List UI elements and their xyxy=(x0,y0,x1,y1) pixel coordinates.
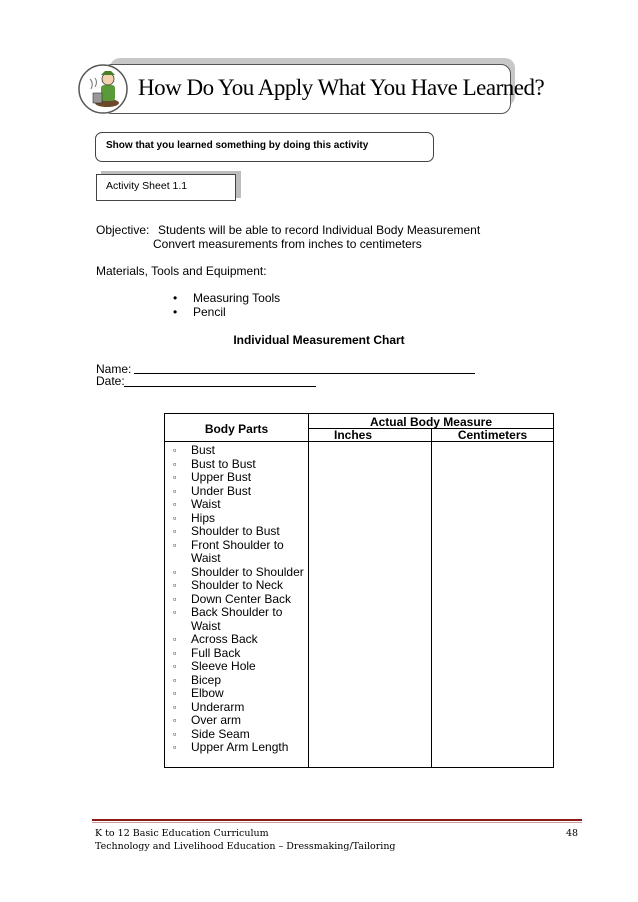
body-part-label: Hips xyxy=(191,510,216,525)
body-part-label: Bust xyxy=(191,443,216,457)
body-part-row xyxy=(173,660,304,674)
mascot-icon xyxy=(77,63,133,115)
objective-line-2: Convert measurements from inches to centimeters xyxy=(153,237,422,251)
square-bullet-icon: ▫ xyxy=(173,742,177,752)
body-part-row xyxy=(173,701,304,715)
body-part-row xyxy=(173,444,304,458)
header-centimeters: Centimeters xyxy=(457,428,528,442)
square-bullet-icon: ▫ xyxy=(173,647,177,658)
materials-item: Pencil xyxy=(193,305,226,319)
body-part-label: Waist xyxy=(191,551,221,565)
square-bullet-icon: ▫ xyxy=(173,566,177,577)
chart-title: Individual Measurement Chart xyxy=(233,333,405,347)
body-part-row xyxy=(173,458,304,472)
body-part-label: Down Center Back xyxy=(191,591,292,606)
header-inches: Inches xyxy=(333,428,372,442)
square-bullet-icon: ▫ xyxy=(173,728,177,739)
objective-label: Objective: xyxy=(96,223,150,237)
body-part-row xyxy=(173,471,304,485)
date-line[interactable] xyxy=(124,386,316,387)
body-parts-list xyxy=(173,444,304,755)
inches-cell[interactable] xyxy=(308,442,431,767)
square-bullet-icon: ▫ xyxy=(173,526,177,536)
square-bullet-icon: ▫ xyxy=(173,607,177,617)
square-bullet-icon: ▫ xyxy=(173,593,177,604)
footer-curriculum: K to 12 Basic Education Curriculum xyxy=(95,828,269,839)
body-part-label: Upper Arm Length xyxy=(191,740,289,754)
body-part-label: Side Seam xyxy=(191,726,250,741)
body-part-row xyxy=(173,741,304,755)
square-bullet-icon: ▫ xyxy=(173,701,177,712)
body-part-label: Waist xyxy=(191,497,221,511)
materials-item: Measuring Tools xyxy=(193,291,281,305)
body-part-row xyxy=(173,525,304,539)
square-bullet-icon: ▫ xyxy=(173,499,177,509)
body-part-row xyxy=(173,714,304,728)
body-part-label: Shoulder to Neck xyxy=(191,578,284,592)
square-bullet-icon: ▫ xyxy=(173,580,177,590)
objective-line-1: Students will be able to record Individual Body Measurement xyxy=(158,223,481,237)
square-bullet-icon: ▫ xyxy=(173,512,177,523)
square-bullet-icon: ▫ xyxy=(173,539,177,550)
square-bullet-icon: ▫ xyxy=(173,458,177,469)
body-part-row xyxy=(173,687,304,701)
name-line[interactable] xyxy=(134,373,475,374)
body-part-label: Under Bust xyxy=(191,483,252,498)
body-part-label: Bicep xyxy=(191,672,222,687)
bullet-icon: • xyxy=(173,305,178,319)
square-bullet-icon: ▫ xyxy=(173,485,177,496)
materials-heading: Materials, Tools and Equipment: xyxy=(96,264,267,278)
header-actual-measure: Actual Body Measure xyxy=(369,415,493,429)
body-part-row xyxy=(173,593,304,607)
square-bullet-icon: ▫ xyxy=(173,661,177,671)
body-part-label: Over arm xyxy=(191,713,242,727)
body-part-label: Shoulder to Shoulder xyxy=(191,564,304,579)
body-part-row xyxy=(173,552,304,566)
body-part-label: Full Back xyxy=(191,645,241,660)
square-bullet-icon: ▫ xyxy=(173,674,177,685)
body-part-label: Bust to Bust xyxy=(191,456,256,471)
body-part-label: Underarm xyxy=(191,699,245,714)
body-part-label: Back Shoulder to xyxy=(191,605,283,619)
square-bullet-icon: ▫ xyxy=(173,634,177,644)
body-part-label: Waist xyxy=(191,618,221,633)
body-part-row xyxy=(173,566,304,580)
body-part-label: Upper Bust xyxy=(191,470,252,484)
body-part-row xyxy=(173,498,304,512)
footer-rule-thin xyxy=(92,822,582,823)
body-part-row xyxy=(173,485,304,499)
body-part-row xyxy=(173,728,304,742)
instruction-text: Show that you learned something by doing this activity xyxy=(106,140,369,151)
body-part-row xyxy=(173,512,304,526)
activity-sheet-label: Activity Sheet 1.1 xyxy=(106,180,188,192)
square-bullet-icon: ▫ xyxy=(173,715,177,725)
footer-subject: Technology and Livelihood Education – Dressmaking/Tailoring xyxy=(95,841,396,852)
measurement-table xyxy=(164,413,554,768)
body-part-row xyxy=(173,539,304,553)
page-number: 48 xyxy=(566,828,579,839)
body-part-label: Sleeve Hole xyxy=(191,659,256,673)
square-bullet-icon: ▫ xyxy=(173,472,177,482)
page-title: How Do You Apply What You Have Learned? xyxy=(138,75,545,100)
square-bullet-icon xyxy=(173,552,191,566)
body-part-label: Across Back xyxy=(191,632,258,646)
body-part-label: Elbow xyxy=(191,686,224,700)
bullet-icon: • xyxy=(173,291,178,305)
square-bullet-icon xyxy=(173,620,191,634)
header-body-parts: Body Parts xyxy=(204,422,269,436)
body-part-label: Shoulder to Bust xyxy=(191,524,280,538)
body-part-label: Front Shoulder to xyxy=(191,537,284,552)
body-part-row xyxy=(173,620,304,634)
footer-rule xyxy=(92,819,582,821)
body-part-row xyxy=(173,647,304,661)
body-part-row xyxy=(173,633,304,647)
name-label: Name: xyxy=(96,362,132,376)
date-label: Date: xyxy=(96,374,125,388)
square-bullet-icon: ▫ xyxy=(173,445,177,455)
centimeters-cell[interactable] xyxy=(432,442,554,767)
body-part-row xyxy=(173,674,304,688)
body-part-row xyxy=(173,606,304,620)
square-bullet-icon: ▫ xyxy=(173,688,177,698)
body-part-row xyxy=(173,579,304,593)
